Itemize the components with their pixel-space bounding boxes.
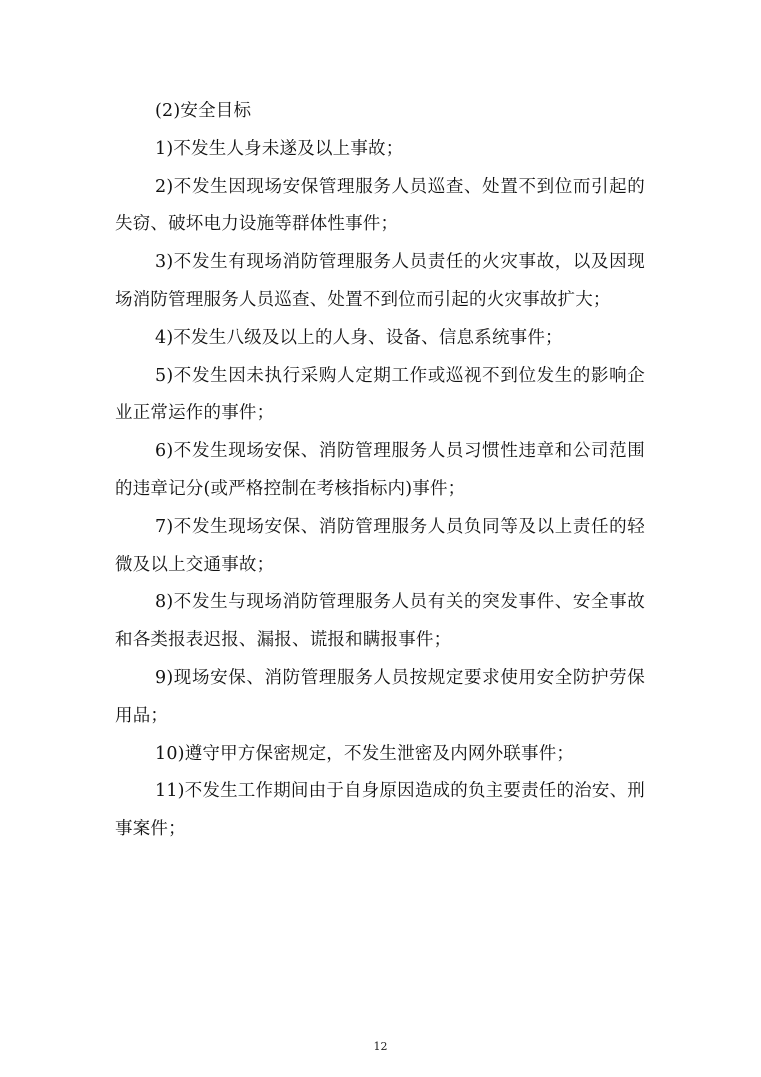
list-item: 9)现场安保、消防管理服务人员按规定要求使用安全防护劳保用品； <box>115 667 645 726</box>
page-number: 12 <box>373 1040 388 1053</box>
list-item: 3)不发生有现场消防管理服务人员责任的火灾事故，以及因现场消防管理服务人员巡查、处置不到位而引起的火灾事故扩大； <box>115 252 645 310</box>
list-item: 7)不发生现场安保、消防管理服务人员负同等及以上责任的轻微及以上交通事故； <box>115 516 645 575</box>
list-item: 11)不发生工作期间由于自身原因造成的负主要责任的治安、刑事案件； <box>115 781 645 840</box>
list-item: 10)遵守甲方保密规定，不发生泄密及内网外联事件； <box>155 743 575 764</box>
list-item: 2)不发生因现场安保管理服务人员巡查、处置不到位而引起的失窃、破坏电力设施等群体性事件； <box>115 176 645 235</box>
list-item: 6)不发生现场安保、消防管理服务人员习惯性违章和公司范围的违章记分(或严格控制在考核指标内)事件； <box>115 441 645 499</box>
list-item: 1)不发生人身未遂及以上事故； <box>155 138 404 159</box>
page-body <box>115 93 645 849</box>
list-item: 4)不发生八级及以上的人身、设备、信息系统事件； <box>155 327 563 348</box>
section-heading: (2)安全目标 <box>155 101 252 121</box>
list-item: 5)不发生因未执行采购人定期工作或巡视不到位发生的影响企业正常运作的事件； <box>115 365 645 424</box>
list-item: 8)不发生与现场消防管理服务人员有关的突发事件、安全事故和各类报表迟报、漏报、谎报和瞒报事件； <box>115 592 645 651</box>
